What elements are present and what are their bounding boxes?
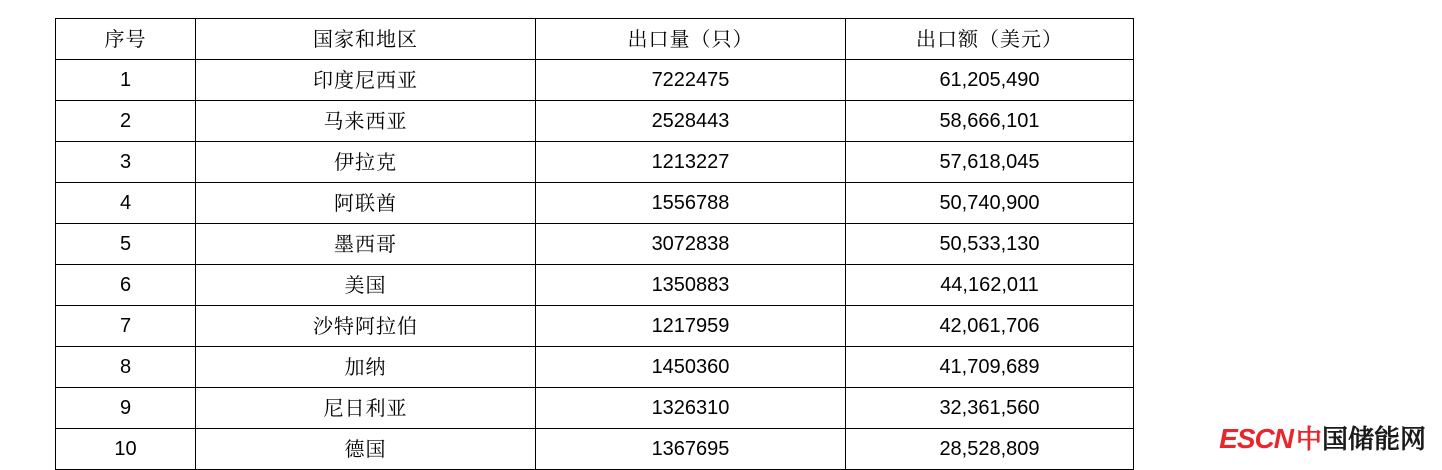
table-row [56,388,1134,429]
cell-country: 德国 [196,429,536,470]
cell-index: 3 [56,142,196,183]
cell-index: 1 [56,60,196,101]
cell-index: 4 [56,183,196,224]
cell-quantity: 3072838 [536,224,846,265]
table-row [56,60,1134,101]
column-header-country: 国家和地区 [196,19,536,60]
cell-index: 8 [56,347,196,388]
cell-amount: 61,205,490 [846,60,1134,101]
export-statistics-table [55,18,1134,470]
cell-quantity: 1213227 [536,142,846,183]
cell-quantity: 7222475 [536,60,846,101]
cell-country: 加纳 [196,347,536,388]
table-body [56,60,1134,470]
table-row [56,347,1134,388]
cell-country: 阿联酋 [196,183,536,224]
cell-amount: 58,666,101 [846,101,1134,142]
cell-amount: 42,061,706 [846,306,1134,347]
cell-quantity: 1556788 [536,183,846,224]
column-header-quantity: 出口量（只） [536,19,846,60]
cell-country: 马来西亚 [196,101,536,142]
table-row [56,101,1134,142]
cell-quantity: 1217959 [536,306,846,347]
table-row [56,265,1134,306]
column-header-amount: 出口额（美元） [846,19,1134,60]
cell-amount: 28,528,809 [846,429,1134,470]
cell-quantity: 1350883 [536,265,846,306]
table-row [56,142,1134,183]
cell-country: 美国 [196,265,536,306]
table-row [56,183,1134,224]
cell-country: 印度尼西亚 [196,60,536,101]
cell-country: 墨西哥 [196,224,536,265]
cell-country: 伊拉克 [196,142,536,183]
cell-country: 尼日利亚 [196,388,536,429]
cell-amount: 50,740,900 [846,183,1134,224]
cell-quantity: 1450360 [536,347,846,388]
logo-zhong-text: 中 [1295,425,1322,455]
cell-index: 10 [56,429,196,470]
cell-index: 5 [56,224,196,265]
table-row [56,224,1134,265]
cell-index: 2 [56,101,196,142]
logo-escn-text: ESCN [1219,423,1293,454]
cell-amount: 57,618,045 [846,142,1134,183]
cell-country: 沙特阿拉伯 [196,306,536,347]
table-row [56,306,1134,347]
logo-cnesa-text: 国储能网 [1321,425,1426,455]
cell-quantity: 1326310 [536,388,846,429]
cell-index: 9 [56,388,196,429]
cell-quantity: 1367695 [536,429,846,470]
column-header-index: 序号 [56,19,196,60]
cell-index: 6 [56,265,196,306]
export-table-container [55,18,1133,470]
table-header [56,19,1134,60]
table-header-row [56,19,1134,60]
cell-amount: 44,162,011 [846,265,1134,306]
cell-quantity: 2528443 [536,101,846,142]
cell-index: 7 [56,306,196,347]
cell-amount: 32,361,560 [846,388,1134,429]
cell-amount: 41,709,689 [846,347,1134,388]
cell-amount: 50,533,130 [846,224,1134,265]
site-logo [1219,419,1426,456]
table-row [56,429,1134,470]
